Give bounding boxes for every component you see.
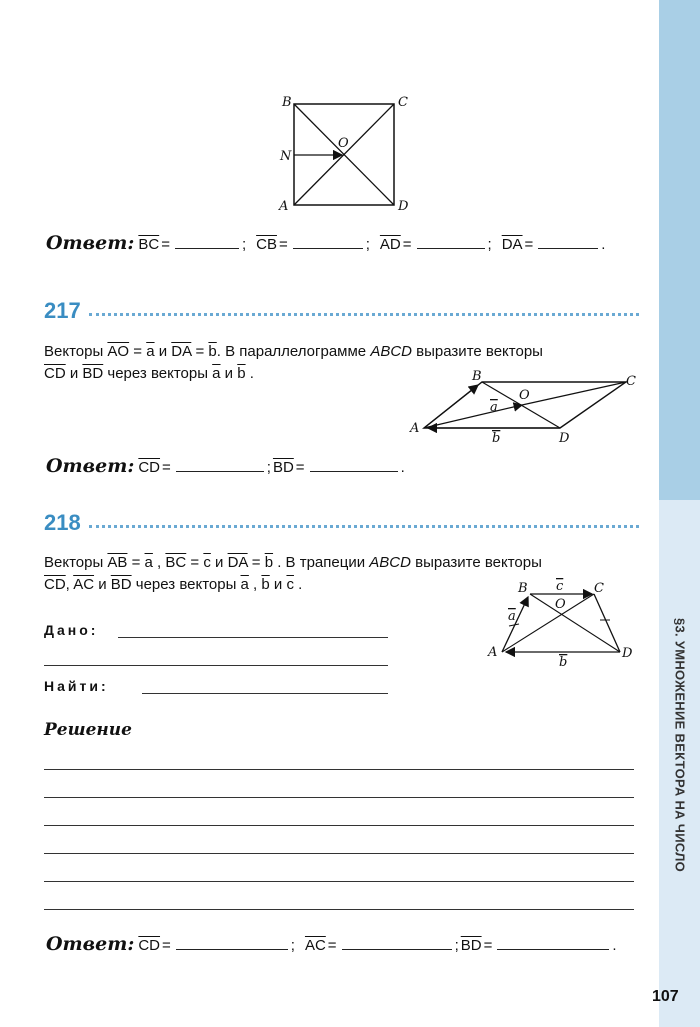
label-vec-a: a	[508, 609, 516, 624]
equals-sign: =	[278, 236, 288, 253]
find-line[interactable]	[142, 693, 388, 694]
label-b: B	[518, 581, 528, 596]
solution-line-5[interactable]	[44, 881, 634, 882]
answer-blank-bd[interactable]	[310, 457, 398, 472]
label-vec-b: b	[492, 431, 501, 446]
problem-218-header	[44, 510, 639, 536]
answer-label: Ответ:	[46, 455, 135, 477]
answer-blank-ac[interactable]	[342, 935, 452, 950]
label-d: D	[622, 646, 633, 661]
answer-vector: $\overline{DA}$	[501, 236, 523, 253]
answer-label: Ответ:	[46, 933, 135, 955]
label-o: O	[338, 136, 349, 151]
parallelogram-figure	[404, 368, 644, 448]
given-label: Дано:	[44, 622, 99, 638]
given-line-1[interactable]	[118, 637, 388, 638]
equals-sign: =	[524, 236, 534, 253]
label-vec-c: c	[556, 579, 564, 594]
label-b: B	[282, 95, 292, 110]
label-vec-a: a	[490, 400, 498, 415]
equals-sign: =	[161, 236, 170, 253]
solution-label: Решение	[44, 720, 132, 740]
solution-line-1[interactable]	[44, 769, 634, 770]
problem-217-line-2: $\overline{CD}$ и $\overline{BD}$ через векторы $\overline{a}$ и $\overline{b}$ .	[44, 365, 254, 382]
given-line-2[interactable]	[44, 665, 388, 666]
end-mark: .	[612, 937, 617, 954]
answer-vector: $\overline{CB}$	[256, 236, 277, 253]
problem-218-line-1: Векторы $\overline{AB} = \overline{a}$ , $\overline{BC} = \overline{c}$ и $\overline{DA} = \overline{b}$ . В трапеции ABCD выразите векторы	[44, 554, 542, 571]
label-d: D	[398, 199, 409, 214]
find-label: Найти:	[44, 678, 109, 694]
chapter-sidebar-band	[659, 0, 700, 500]
answer-blank-bc[interactable]	[175, 234, 239, 249]
problem-217-line-1: Векторы $\overline{AO} = \overline{a}$ и $\overline{DA} = \overline{b}$. В параллелограмме ABCD выразите векторы	[44, 343, 543, 360]
answer-217-row	[46, 455, 405, 477]
answer-blank-cd[interactable]	[176, 935, 288, 950]
separator: ;	[487, 236, 492, 253]
dotted-rule	[89, 525, 639, 528]
label-a: A	[279, 199, 289, 214]
answer-vector: $\overline{AC}$	[304, 937, 326, 954]
problem-217-header	[44, 298, 639, 324]
answer-label: Ответ:	[46, 232, 135, 254]
label-a: A	[410, 421, 420, 436]
answer-blank-da[interactable]	[538, 234, 598, 249]
solution-line-6[interactable]	[44, 909, 634, 910]
answer-blank-cd[interactable]	[176, 457, 264, 472]
problem-number: 217	[44, 298, 81, 323]
answer-blank-ad[interactable]	[417, 234, 485, 249]
label-o: O	[555, 597, 566, 612]
label-b: B	[472, 369, 482, 384]
page-number: 107	[652, 988, 679, 1005]
label-o: O	[519, 388, 530, 403]
separator: ;	[266, 459, 271, 476]
end-mark: .	[601, 236, 606, 253]
square-figure	[270, 92, 420, 217]
equals-sign: =	[162, 937, 171, 954]
end-mark: .	[400, 459, 405, 476]
solution-line-3[interactable]	[44, 825, 634, 826]
problem-218-line-2: $\overline{CD}$, $\overline{AC}$ и $\overline{BD}$ через векторы $\overline{a}$ , $\overline{b}$ и $\overline{c}$ .	[44, 576, 303, 593]
label-c: C	[594, 581, 604, 596]
label-n: N	[280, 149, 292, 164]
solution-line-2[interactable]	[44, 797, 634, 798]
equals-sign: =	[295, 459, 305, 476]
label-c: C	[398, 95, 408, 110]
answer-vector: $\overline{BD}$	[460, 937, 482, 954]
answer-vector: $\overline{BD}$	[272, 459, 294, 476]
equals-sign: =	[327, 937, 337, 954]
answer-vector: $\overline{BC}$	[138, 236, 160, 253]
answer-vector: $\overline{AD}$	[379, 236, 401, 253]
trapezoid-figure	[484, 578, 644, 670]
label-c: C	[626, 374, 636, 389]
label-vec-b: b	[559, 655, 568, 670]
separator: ;	[290, 937, 295, 954]
answer-vector: $\overline{CD}$	[138, 459, 161, 476]
equals-sign: =	[162, 459, 171, 476]
label-d: D	[559, 431, 570, 446]
separator: ;	[241, 236, 247, 253]
chapter-title: §3. УМНОЖЕНИЕ ВЕКТОРА НА ЧИСЛО	[672, 617, 688, 873]
equals-sign: =	[483, 937, 493, 954]
label-a: A	[488, 645, 498, 660]
answer-prev-row	[46, 232, 605, 254]
dotted-rule	[89, 313, 639, 316]
answer-vector: $\overline{CD}$	[138, 937, 161, 954]
equals-sign: =	[402, 236, 412, 253]
solution-line-4[interactable]	[44, 853, 634, 854]
problem-number: 218	[44, 510, 81, 535]
separator: ;	[454, 937, 459, 954]
answer-blank-bd[interactable]	[497, 935, 609, 950]
separator: ;	[365, 236, 370, 253]
answer-218-row	[46, 933, 617, 955]
answer-blank-cb[interactable]	[293, 234, 363, 249]
